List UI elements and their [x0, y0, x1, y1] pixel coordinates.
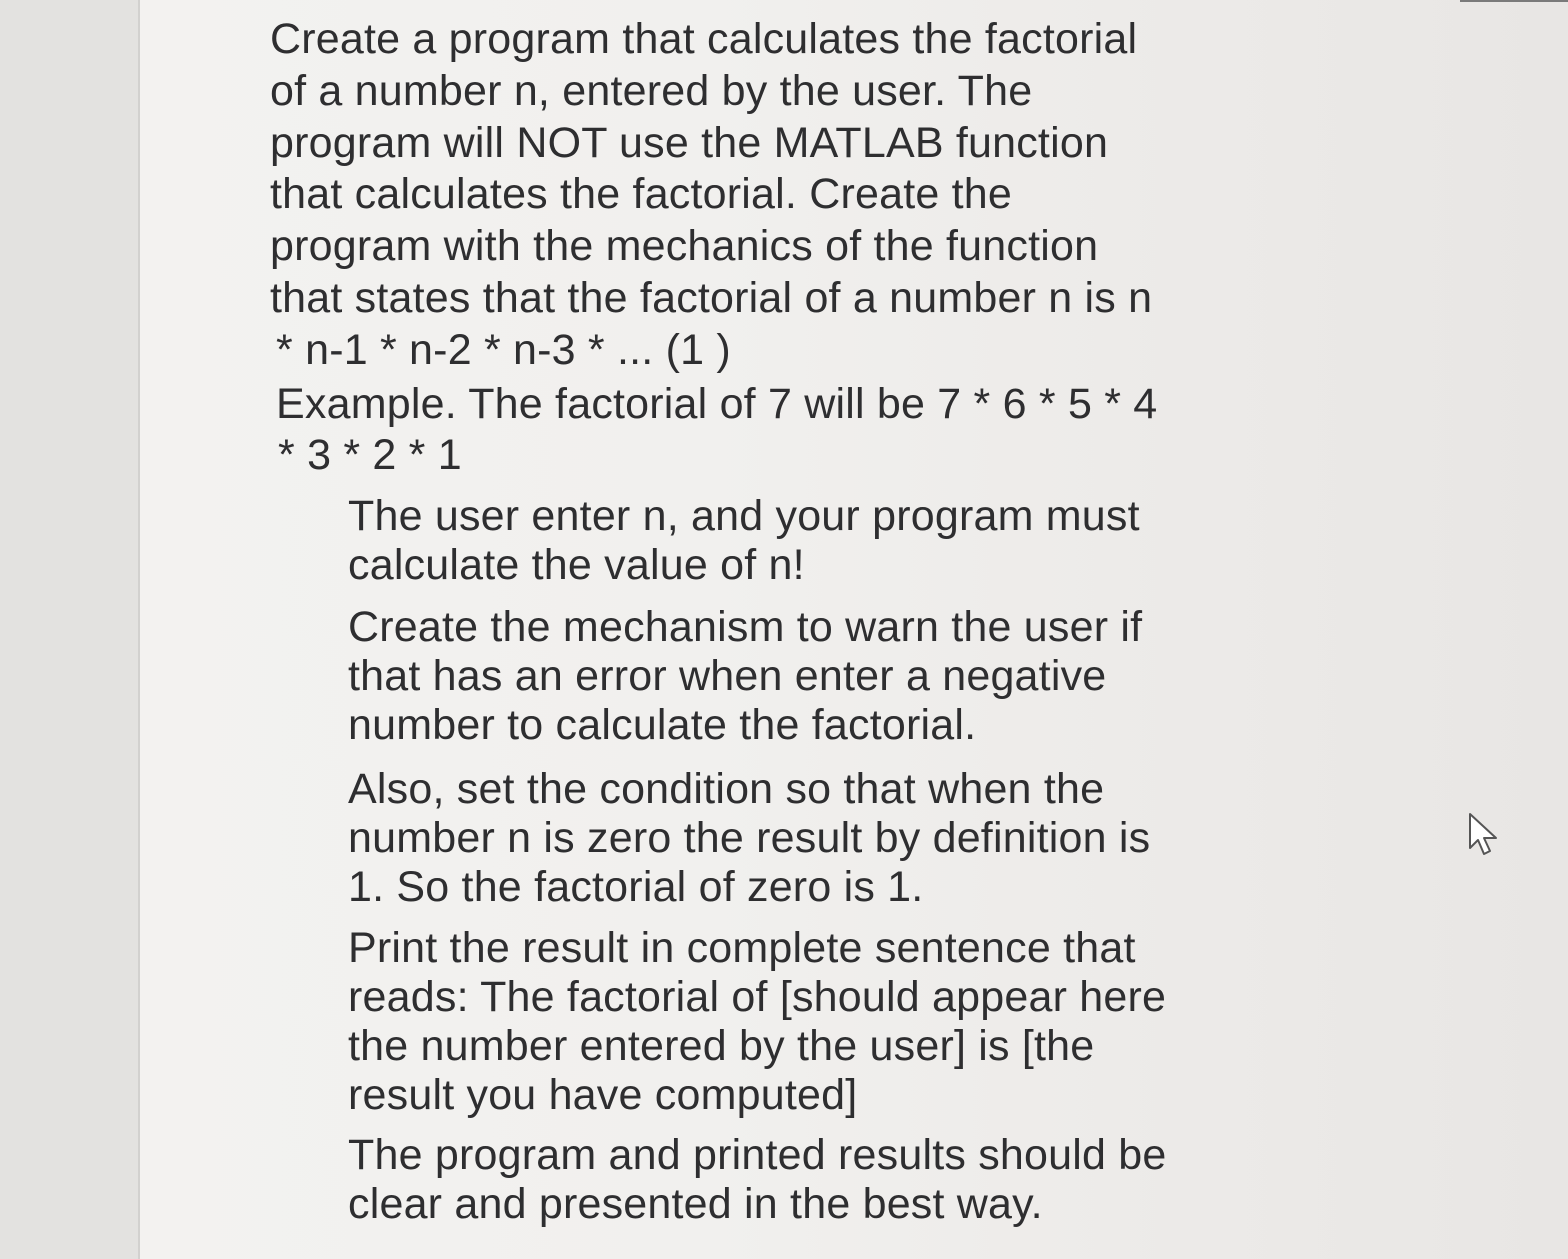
intro-line: Create a program that calculates the factorial [270, 15, 1138, 63]
page-left-margin [0, 0, 140, 1259]
top-divider [1460, 0, 1568, 2]
requirement-5 [348, 1131, 1208, 1229]
intro-line: program with the mechanics of the function [270, 222, 1099, 271]
intro-line: of a number n, entered by the user. The [270, 66, 1033, 115]
intro-line: * n-1 * n-2 * n-3 * ... (1 ) [276, 325, 731, 374]
example-paragraph [270, 379, 1200, 483]
requirement-line: clear and presented in the best way. [348, 1180, 1043, 1228]
intro-paragraph [270, 14, 1200, 377]
requirement-line: number n is zero the result by definition is [348, 814, 1151, 862]
intro-line: that calculates the factorial. Create the [270, 170, 1012, 219]
requirement-3 [348, 765, 1208, 912]
requirement-line: that has an error when enter a negative [348, 652, 1107, 700]
requirement-line: Also, set the condition so that when the [348, 765, 1105, 813]
mouse-pointer-icon [1467, 812, 1503, 858]
requirement-line: The user enter n, and your program must [348, 492, 1140, 540]
requirement-line: Create the mechanism to warn the user if [348, 603, 1143, 651]
requirement-line: Print the result in complete sentence that [348, 924, 1136, 972]
requirement-line: result you have computed] [348, 1071, 858, 1119]
example-line: Example. The factorial of 7 will be 7 * 6 * 5 * 4 [276, 379, 1158, 428]
example-line: * 3 * 2 * 1 [278, 431, 462, 480]
requirement-line: 1. So the factorial of zero is 1. [348, 863, 924, 911]
problem-statement [270, 14, 1200, 482]
requirement-4 [348, 924, 1208, 1120]
requirement-line: reads: The factorial of [should appear here [348, 973, 1167, 1021]
requirement-line: the number entered by the user] is [the [348, 1022, 1095, 1070]
requirement-line: The program and printed results should be [348, 1131, 1167, 1179]
requirement-line: number to calculate the factorial. [348, 701, 977, 749]
requirement-2 [348, 603, 1208, 750]
requirement-1 [348, 492, 1208, 590]
intro-line: program will NOT use the MATLAB function [270, 118, 1109, 167]
intro-line: that states that the factorial of a number n is n [270, 273, 1153, 322]
requirement-line: calculate the value of n! [348, 541, 805, 589]
